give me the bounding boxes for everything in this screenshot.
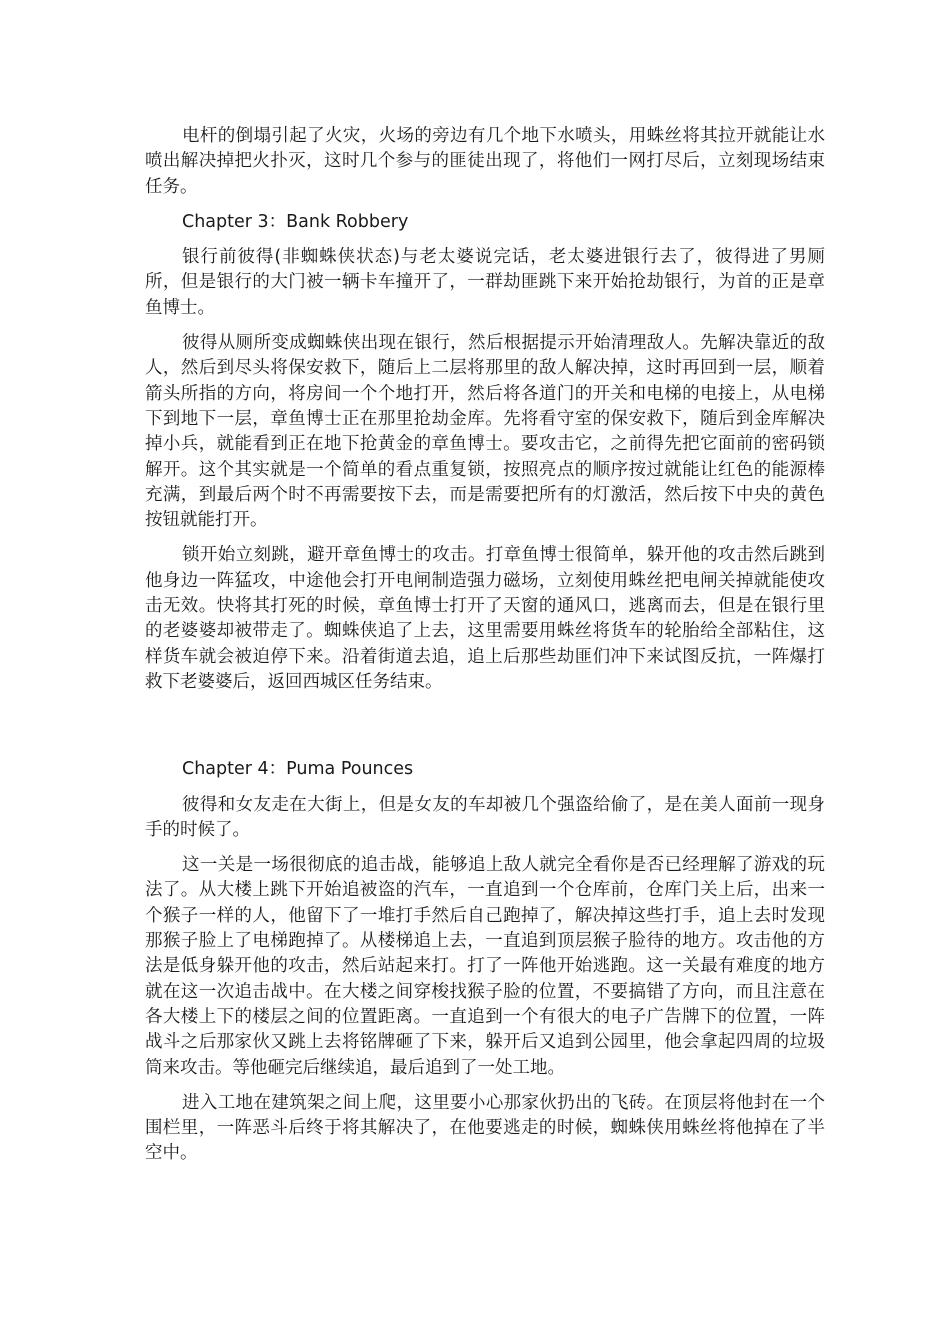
- paragraph-doc-ock-fight: 锁开始立刻跳，避开章鱼博士的攻击。打章鱼博士很简单，躲开他的攻击然后跳到他身边一阵猛攻，中途他会打开电闸制造强力磁场，立刻使用蛛丝把电闸关掉就能使攻击无效。快将其打死的时候，章鱼博士打开了天窗的通风口，逃离而去，但是在银行里的老婆婆却被带走了。蜘蛛侠追了上去，这里需要用蛛丝将货车的轮胎给全部粘住，这样货车就会被迫停下来。沿着街道去追，追上后那些劫匪们冲下来试图反抗，一阵爆打救下老婆婆后，返回西城区任务结束。: [145, 545, 825, 692]
- chapter-3-heading: Chapter 3：Bank Robbery: [182, 211, 409, 232]
- paragraph-bank-intro: 银行前彼得(非蜘蛛侠状态)与老太婆说完话，老太婆进银行去了，彼得进了男厕所，但是银行的大门被一辆卡车撞开了，一群劫匪跳下来开始抢劫银行，为首的正是章鱼博士。: [145, 247, 825, 318]
- paragraph-puma-construction: 进入工地在建筑架之间上爬，这里要小心那家伙扔出的飞砖。在顶层将他封在一个围栏里，一阵恶斗后终于将其解决了，在他要逃走的时候，蜘蛛侠用蛛丝将他掉在了半空中。: [145, 1092, 825, 1164]
- document-body: [145, 124, 825, 1177]
- paragraph-fire-scene: 电杆的倒塌引起了火灾，火场的旁边有几个地下水喷头，用蛛丝将其拉开就能让水喷出解决掉把火扑灭，这时几个参与的匪徒出现了，将他们一网打尽后，立刻现场结束任务。: [145, 126, 825, 197]
- paragraph-puma-intro: 彼得和女友走在大街上，但是女友的车却被几个强盗给偷了，是在美人面前一现身手的时候了。: [145, 794, 825, 840]
- paragraph-bank-clearing: 彼得从厕所变成蜘蛛侠出现在银行，然后根据提示开始清理敌人。先解决靠近的敌人，然后到尽头将保安救下，随后上二层将那里的敌人解决掉，这时再回到一层，顺着箭头所指的方向，将房间一个个地打开，然后将各道门的开关和电梯的电接上，从电梯下到地下一层，章鱼博士正在那里抢劫金库。先将看守室的保安救下，随后到金库解决掉小兵，就能看到正在地下抢黄金的章鱼博士。要攻击它，之前得先把它面前的密码锁解开。这个其实就是一个简单的看点重复锁，按照亮点的顺序按过就能让红色的能源棒充满，到最后两个时不再需要按下去，而是需要把所有的灯激活，然后按下中央的黄色按钮就能打开。: [145, 333, 825, 531]
- paragraph-puma-chase: 这一关是一场很彻底的追击战，能够追上敌人就完全看你是否已经理解了游戏的玩法了。从大楼上跳下开始追被盗的汽车，一直追到一个仓库前，仓库门关上后，出来一个猴子一样的人，他留下了一堆打手然后自己跑掉了，解决掉这些打手，追上去时发现那猴子脸上了电梯跑掉了。从楼梯追上去，一直追到顶层猴子脸待的地方。攻击他的方法是低身躲开他的攻击，然后站起来打。打了一阵他开始逃跑。这一关最有难度的地方就在这一次追击战中。在大楼之间穿梭找猴子脸的位置，不要搞错了方向，而且注意在各大楼上下的楼层之间的位置距离。一直追到一个有很大的电子广告牌下的位置，一阵战斗之后那家伙又跳上去将铭牌砸了下来，躲开后又追到公园里，他会拿起四周的垃圾筒来攻击。等他砸完后继续追，最后追到了一处工地。: [145, 855, 825, 1078]
- chapter-4-heading: Chapter 4：Puma Pounces: [182, 759, 414, 780]
